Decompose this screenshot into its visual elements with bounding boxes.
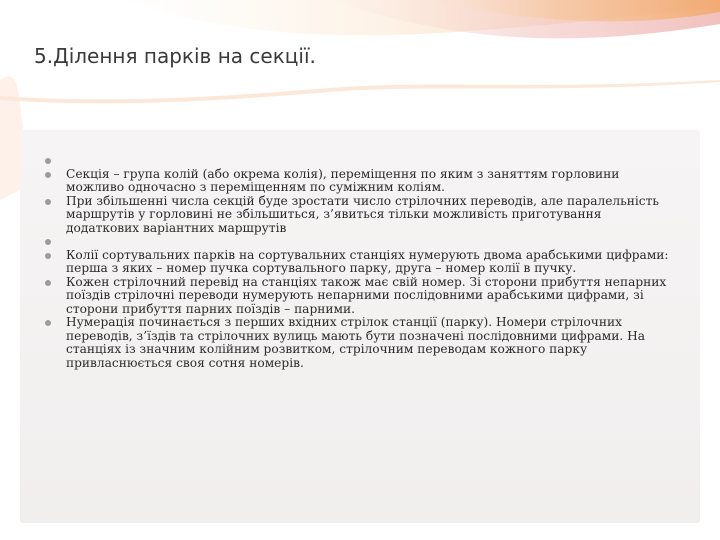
bullet-text: Нумерація починається з перших вхідних стрілок станції (парку). Номери стрілочних переводів, з’їздів та стрілочних вулиць мають бути позначені послідовними цифрами. На станціях із значним колійним розвитком, стрілочним переводам кожного парку привласнюється своя сотня номерів. <box>66 315 645 370</box>
bullet-dot-icon <box>45 199 51 205</box>
bullet-dot-icon <box>45 253 51 259</box>
bullet-text: При збільшенні числа секцій буде зростати число стрілочних переводів, але паралельність маршрутів у горловині не збільшиться, з’явиться тільки можливість приготування додаткових варіантних маршрутів <box>66 193 660 235</box>
bullet-item <box>44 235 674 249</box>
bullet-text: Секція – група колій (або окрема колія), переміщення по яким з заняттям горловини можливо одночасно з переміщенням по суміжним коліям. <box>66 166 620 194</box>
bullet-item <box>44 195 674 236</box>
slide-title: 5.Ділення парків на секції. <box>34 44 316 68</box>
bullet-item <box>44 154 674 168</box>
bullet-dot-icon <box>45 172 51 178</box>
bullet-dot-icon <box>45 320 51 326</box>
bullet-list <box>44 154 674 370</box>
bullet-dot-icon <box>45 280 51 286</box>
title-bar <box>0 0 720 110</box>
bullet-item <box>44 168 674 195</box>
bullet-text: Колії сортувальних парків на сортувальних станціях нумерують двома арабськими цифрами: перша з яких – номер пучка сортувального парку, друга – номер колії в пучку. <box>66 247 669 275</box>
bullet-item <box>44 316 674 370</box>
bullet-item <box>44 249 674 276</box>
bullet-item <box>44 276 674 317</box>
bullet-dot-icon <box>45 158 51 164</box>
bullet-dot-icon <box>45 239 51 245</box>
bullet-text <box>66 235 674 249</box>
bullet-text <box>66 154 674 168</box>
bullet-text: Кожен стрілочний перевід на станціях також має свій номер. Зі сторони прибуття непарних поїздів стрілочні переводи нумерують непарними послідовними арабськими цифрами, зі сторони прибуття парних поїздів – парними. <box>66 274 667 316</box>
